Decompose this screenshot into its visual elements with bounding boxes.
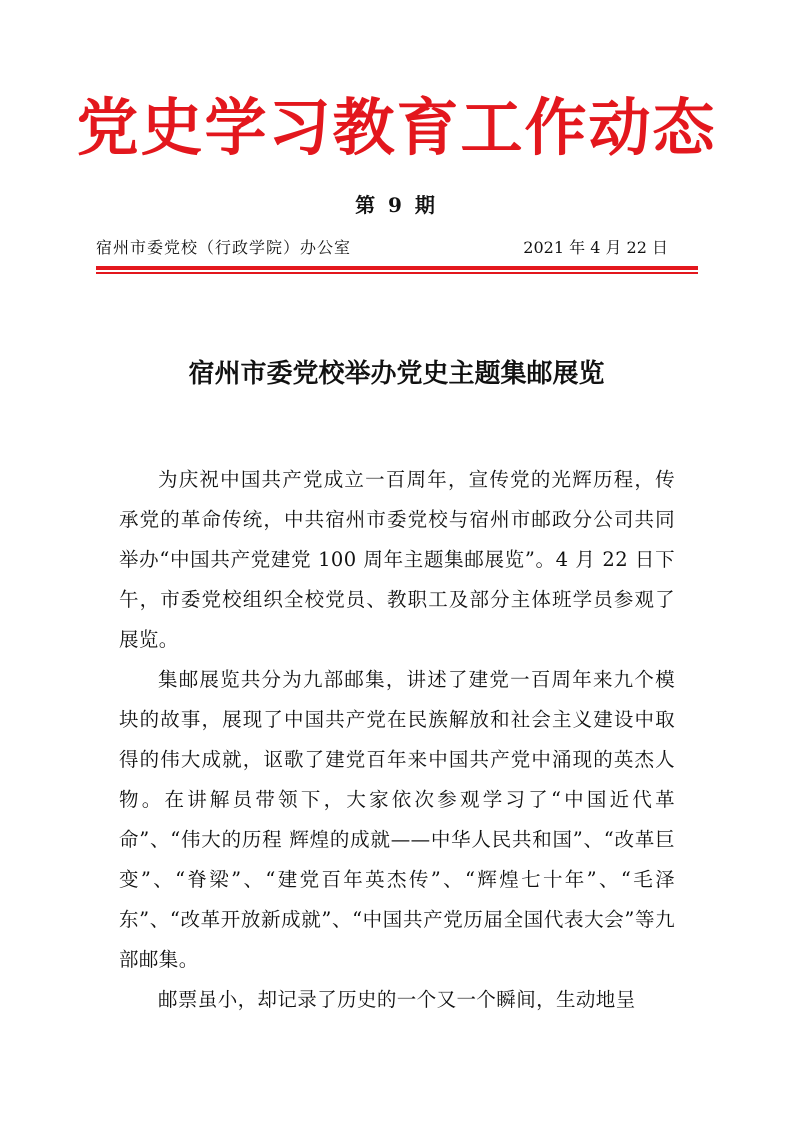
issuer-row: [96, 234, 672, 262]
masthead-title: 党史学习教育工作动态: [76, 91, 717, 164]
article-body: [119, 460, 675, 1020]
issue-number: 第 9 期: [355, 193, 438, 217]
issue-date: 2021 年 4 月 22 日: [523, 238, 668, 257]
article-title: 宿州市委党校举办党史主题集邮展览: [188, 359, 605, 389]
paragraph: 集邮展览共分为九部邮集，讲述了建党一百周年来九个模块的故事，展现了中国共产党在民族解放和社会主义建设中取得的伟大成就，讴歌了建党百年来中国共产党中涌现的英杰人物。在讲解员带领下，大家依次参观学习了“中国近代革命”、“伟大的历程 辉煌的成就——中华人民共和国”、“改革巨变”、“脊梁”、“建党百年英杰传”、“辉煌七十年”、“毛泽东”、“改革开放新成就”、“中国共产党历届全国代表大会”等九部邮集。: [119, 668, 675, 971]
issuer-office: 宿州市委党校（行政学院）办公室: [96, 238, 352, 257]
red-divider-thick: [96, 266, 698, 270]
red-divider-thin: [96, 272, 698, 274]
paragraph: 为庆祝中国共产党成立一百周年，宣传党的光辉历程，传承党的革命传统，中共宿州市委党校与宿州市邮政分公司共同举办“中国共产党建党 100 周年主题集邮展览”。4 月 22 日下午，市委党校组织全校党员、教职工及部分主体班学员参观了展览。: [119, 468, 675, 651]
paragraph: 邮票虽小，却记录了历史的一个又一个瞬间，生动地呈: [158, 988, 636, 1011]
